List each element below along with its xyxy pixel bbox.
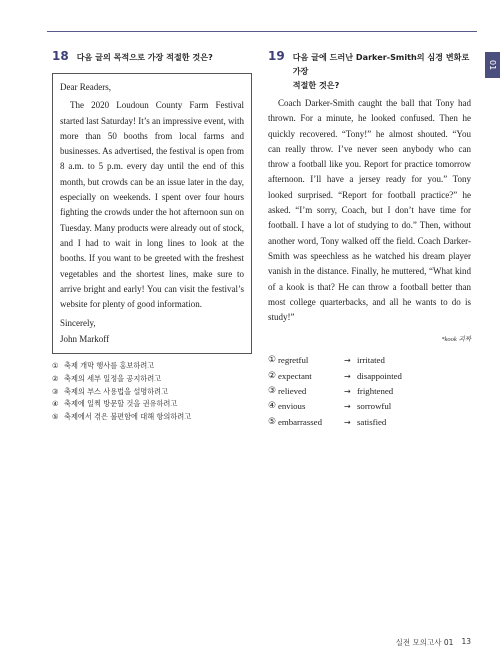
- page-number: 13: [461, 637, 471, 646]
- question-19: [268, 50, 471, 430]
- option-number: ①: [268, 355, 276, 366]
- answer-option[interactable]: [52, 411, 252, 424]
- option-from: relieved: [278, 386, 307, 397]
- option-from: embarrassed: [278, 416, 322, 427]
- answer-option[interactable]: [268, 353, 471, 368]
- option-to: sorrowful: [357, 401, 392, 412]
- letter-body: The 2020 Loudoun County Farm Festival started last Saturday! It’s an impressive event, with more than 50 booths from local farms and businesses. As advertised, the festival is open from 8 a.m. to 5 p.m. every day until the end of this month, but crowds can be an issue later in the day, especially on weekends. I spent over four hours fighting the crowds under the hot afternoon sun on Tuesday. Many products were already out of stock, and I had to wait in long lines to look at the booths. If you want to be greeted with the freshest vegetables and the shortest lines, make sure to arrive bright and early! You can visit the festival’s website for plenty of good information.: [60, 100, 244, 310]
- option-text: 축제에 일찍 방문할 것을 권유하려고: [64, 399, 178, 409]
- section-tab: [485, 52, 500, 78]
- question-number: 18: [52, 49, 69, 63]
- arrow-icon: →: [344, 387, 351, 397]
- option-number: ④: [268, 401, 276, 412]
- arrow-icon: →: [344, 402, 351, 412]
- question-title-line: 다음 글에 드러난 Darker-Smith의 심경 변화로 가장: [292, 52, 470, 76]
- question-18: [52, 50, 252, 424]
- answer-options: [268, 353, 471, 429]
- option-to: irritated: [357, 355, 385, 366]
- option-text: 축제의 세부 일정을 공지하려고: [64, 373, 162, 383]
- section-tab-label: 01: [488, 59, 497, 71]
- option-number: ③: [52, 386, 59, 396]
- question-number: 19: [268, 49, 285, 63]
- question-18-header: [52, 50, 252, 64]
- arrow-icon: →: [344, 417, 351, 427]
- letter-signature: John Markoff: [60, 333, 110, 344]
- answer-option[interactable]: [268, 369, 471, 384]
- question-title: 다음 글의 목적으로 가장 적절한 것은?: [76, 52, 213, 62]
- top-rule: [47, 31, 477, 32]
- option-to: satisfied: [357, 416, 387, 427]
- question-title-line: 적절한 것은?: [292, 80, 340, 90]
- option-number: ②: [52, 373, 59, 383]
- page-footer: [396, 637, 471, 648]
- story-passage: Coach Darker-Smith caught the ball that Tony had thrown. For a minute, he looked confused. Then he quickly recovered. “Tony!” he almost shouted. “You can really throw. I’ve never seen anybody who can throw a football like you. Report for practice tomorrow afternoon. I’ll have a jersey ready for you.” Tony looked surprised. “Report for football practice?” he asked. “I’m sorry, Coach, but I don’t have time for football. I have a lot of studying to do.” Then, without another word, Tony walked off the field. Coach Darker-Smith was speechless as he watched his dream player vanish in the distance. Finally, he muttered, “What kind of a kook is that? He can throw a football better than most college quarterbacks, and all he wants to do is study!”: [268, 98, 471, 323]
- answer-option[interactable]: [52, 386, 252, 399]
- answer-option[interactable]: [268, 399, 471, 414]
- letter-salutation: Dear Readers,: [60, 82, 111, 92]
- arrow-icon: →: [344, 371, 351, 381]
- option-text: 축제 개막 행사를 홍보하려고: [64, 361, 155, 371]
- option-number: ②: [268, 370, 276, 381]
- answer-options: [52, 360, 252, 424]
- option-from: envious: [278, 401, 306, 412]
- footnote: *kook 괴짜: [441, 336, 471, 344]
- option-text: 축제의 부스 사용법을 설명하려고: [64, 386, 169, 396]
- option-number: ④: [52, 399, 59, 409]
- answer-option[interactable]: [52, 360, 252, 373]
- footer-label: 실전 모의고사 01: [395, 638, 454, 647]
- question-19-header: [268, 50, 471, 92]
- arrow-icon: →: [344, 356, 351, 366]
- option-from: regretful: [278, 355, 309, 366]
- letter-closing: Sincerely,: [60, 318, 96, 329]
- question-title: [293, 50, 471, 92]
- option-number: ③: [268, 386, 276, 397]
- option-from: expectant: [278, 370, 312, 381]
- option-number: ①: [52, 361, 59, 371]
- answer-option[interactable]: [52, 373, 252, 386]
- option-number: ⑤: [52, 412, 59, 422]
- letter-passage: [52, 73, 252, 354]
- option-to: frightened: [357, 386, 394, 397]
- option-to: disappointed: [357, 370, 402, 381]
- answer-option[interactable]: [52, 398, 252, 411]
- answer-option[interactable]: [268, 415, 471, 430]
- option-number: ⑤: [268, 416, 276, 427]
- option-text: 축제에서 겪은 불편함에 대해 항의하려고: [64, 412, 192, 422]
- answer-option[interactable]: [268, 384, 471, 399]
